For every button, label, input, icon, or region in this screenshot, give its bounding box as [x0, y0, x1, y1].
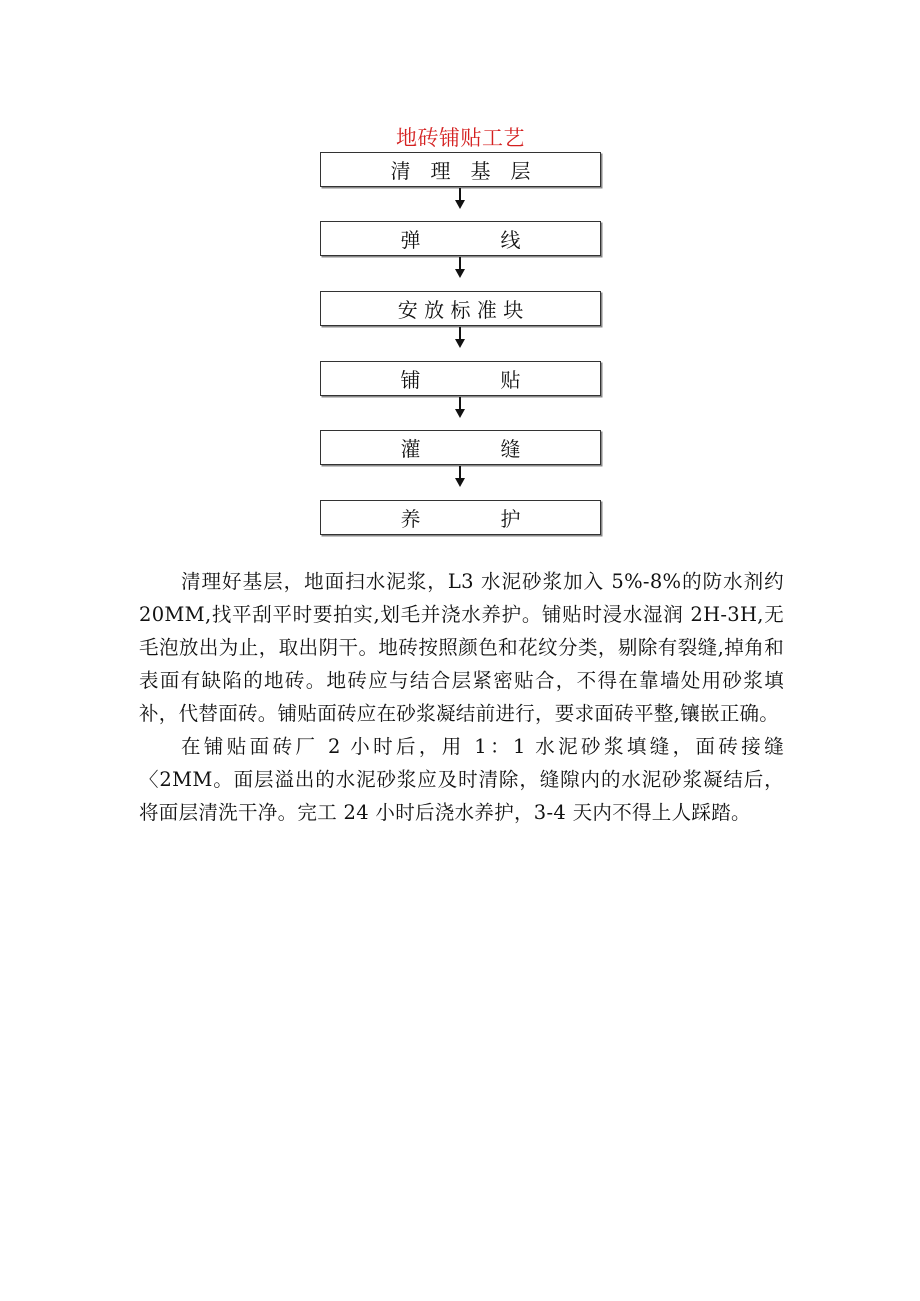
step-grout-joints [320, 430, 601, 465]
step-label: 铺 贴 [400, 368, 521, 392]
step-label: 养 护 [400, 507, 521, 531]
step-label: 清 理 基 层 [390, 159, 531, 183]
arrow-down-icon [455, 257, 465, 279]
arrow-down-icon [455, 188, 465, 210]
body-paragraph-1: 清理好基层，地面扫水泥浆，L3 水泥砂浆加入 5%-8%的防水剂约 20MM,找平刮平时要拍实,划毛并浇水养护。铺贴时浸水湿润 2H-3H,无毛泡放出为止，取出阴干。地砖按照颜色和花纹分类，剔除有裂缝,掉角和表面有缺陷的地砖。地砖应与结合层紧密贴合，不得在靠墙处用砂浆填补，代替面砖。铺贴面砖应在砂浆凝结前进行，要求面砖平整,镶嵌正确。 [139, 570, 784, 725]
step-curing [320, 500, 601, 535]
step-label: 弹 线 [400, 228, 521, 252]
body-paragraph-2: 在铺贴面砖厂 2 小时后，用 1：1 水泥砂浆填缝，面砖接缝〈2MM。面层溢出的水泥砂浆应及时清除，缝隙内的水泥砂浆凝结后，将面层清洗干净。完工 24 小时后浇水养护，3-4 天内不得上人踩踏。 [139, 735, 784, 824]
flowchart-title: 地砖铺贴工艺 [396, 126, 525, 150]
step-clean-base [320, 152, 601, 187]
step-snap-line [320, 221, 601, 256]
step-label: 安 放 标 准 块 [397, 298, 524, 322]
step-label: 灌 缝 [400, 437, 521, 461]
arrow-down-icon [455, 327, 465, 349]
arrow-down-icon [455, 397, 465, 419]
arrow-down-icon [455, 466, 465, 488]
step-place-reference-block [320, 291, 601, 326]
step-lay-tile [320, 361, 601, 396]
